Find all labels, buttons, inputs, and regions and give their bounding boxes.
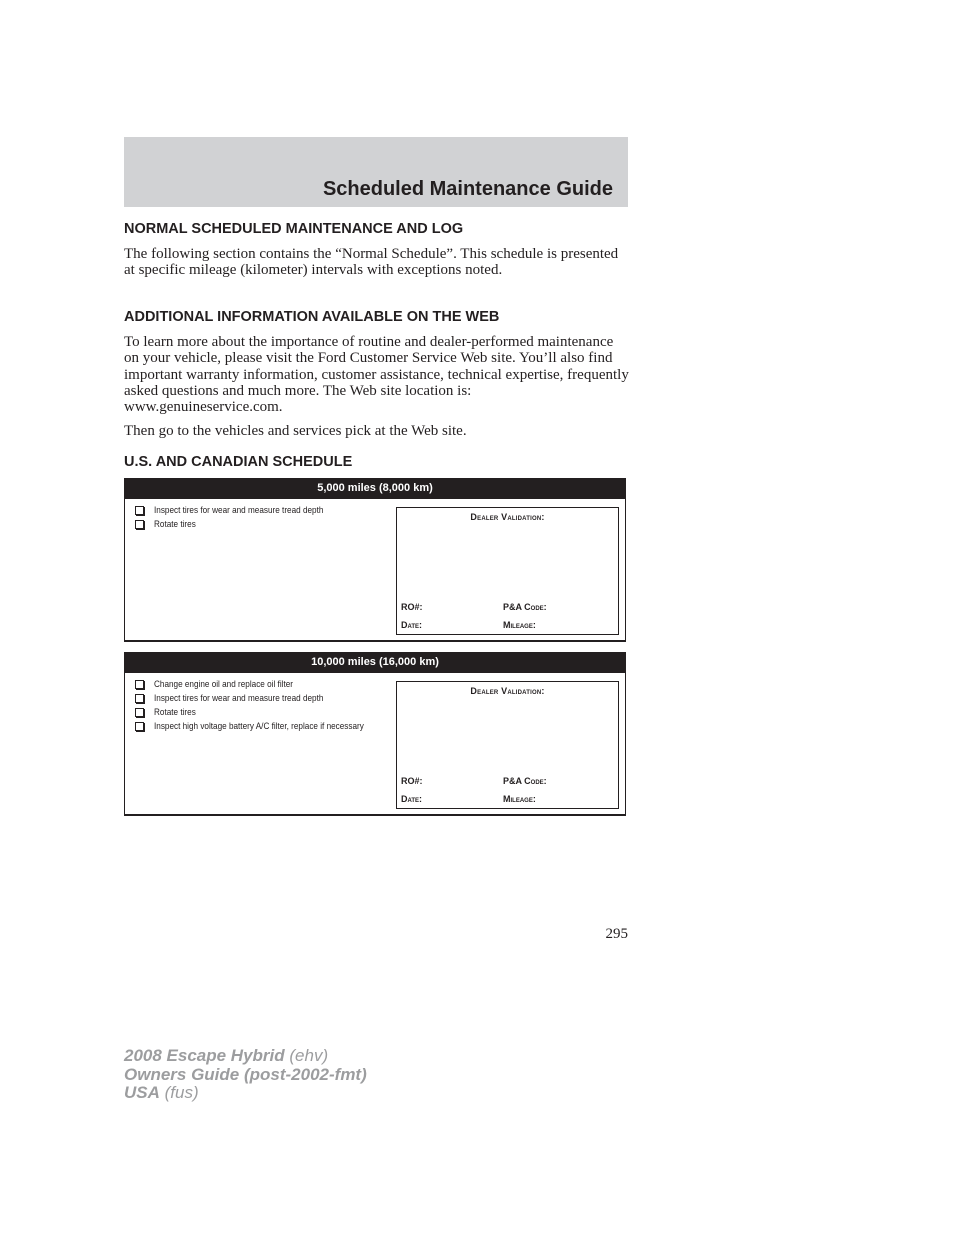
footer-model-code: (ehv): [289, 1046, 329, 1065]
pa-code-field: P&A Code:: [503, 602, 547, 612]
ro-field: RO#:: [401, 602, 423, 612]
checkbox-icon[interactable]: [135, 708, 144, 717]
dealer-validation-box: [396, 507, 619, 635]
task-label: Inspect tires for wear and measure tread depth: [154, 693, 324, 704]
task-label: Change engine oil and replace oil filter: [154, 679, 293, 690]
page-number: 295: [605, 926, 628, 942]
heading-us-canadian-schedule: U.S. AND CANADIAN SCHEDULE: [124, 454, 353, 470]
dealer-validation-title: Dealer Validation:: [470, 512, 545, 522]
dealer-validation-title: Dealer Validation:: [470, 686, 545, 696]
task-label: Inspect high voltage battery A/C filter, replace if necessary: [154, 721, 364, 732]
task-item[interactable]: [135, 504, 395, 518]
checkbox-icon[interactable]: [135, 680, 144, 689]
page-title: Scheduled Maintenance Guide: [322, 178, 613, 200]
footer-line-3: [124, 1084, 367, 1103]
task-label: Rotate tires: [154, 519, 196, 530]
mileage-field: Mileage:: [503, 620, 536, 630]
task-list: [135, 504, 395, 532]
footer-edition: [124, 1047, 367, 1103]
paragraph-web-info: To learn more about the importance of routine and dealer-performed maintenance on your vehicle, please visit the Ford Customer Service Web site. You’ll also find important warranty information, customer assistance, technical expertise, frequently asked questions and much more. The Web site location is: www.genuineservice.com.: [124, 334, 629, 416]
task-item[interactable]: [135, 518, 395, 532]
footer-guide: Owners Guide (post-2002-fmt): [124, 1064, 367, 1084]
footer-market: USA: [124, 1083, 160, 1102]
ro-field: RO#:: [401, 776, 423, 786]
task-item[interactable]: [135, 706, 395, 720]
paragraph-web-pick: Then go to the vehicles and services pick at the Web site.: [124, 423, 467, 439]
task-item[interactable]: [135, 720, 395, 734]
schedule-interval: 10,000 miles (16,000 km): [124, 652, 626, 673]
task-list: [135, 678, 395, 734]
date-field: Date:: [401, 620, 423, 630]
pa-code-field: P&A Code:: [503, 776, 547, 786]
schedule-5000: [124, 478, 626, 642]
checkbox-icon[interactable]: [135, 506, 144, 515]
heading-normal-schedule: NORMAL SCHEDULED MAINTENANCE AND LOG: [124, 221, 464, 237]
heading-web-info: ADDITIONAL INFORMATION AVAILABLE ON THE WEB: [124, 309, 500, 325]
task-item[interactable]: [135, 678, 395, 692]
checkbox-icon[interactable]: [135, 722, 144, 731]
header-band: [124, 137, 628, 207]
checkbox-icon[interactable]: [135, 520, 144, 529]
footer-model: 2008 Escape Hybrid: [124, 1046, 285, 1065]
task-label: Inspect tires for wear and measure tread depth: [154, 505, 324, 516]
task-label: Rotate tires: [154, 707, 196, 718]
footer-line-2: [124, 1066, 367, 1085]
date-field: Date:: [401, 794, 423, 804]
paragraph-normal-schedule: The following section contains the “Normal Schedule”. This schedule is presented at specific mileage (kilometer) intervals with exceptions noted.: [124, 246, 619, 279]
schedule-interval: 5,000 miles (8,000 km): [124, 478, 626, 499]
mileage-field: Mileage:: [503, 794, 536, 804]
checkbox-icon[interactable]: [135, 694, 144, 703]
schedule-10000: [124, 652, 626, 816]
footer-line-1: [124, 1047, 367, 1066]
dealer-validation-box: [396, 681, 619, 809]
task-item[interactable]: [135, 692, 395, 706]
footer-market-code: (fus): [164, 1083, 199, 1102]
